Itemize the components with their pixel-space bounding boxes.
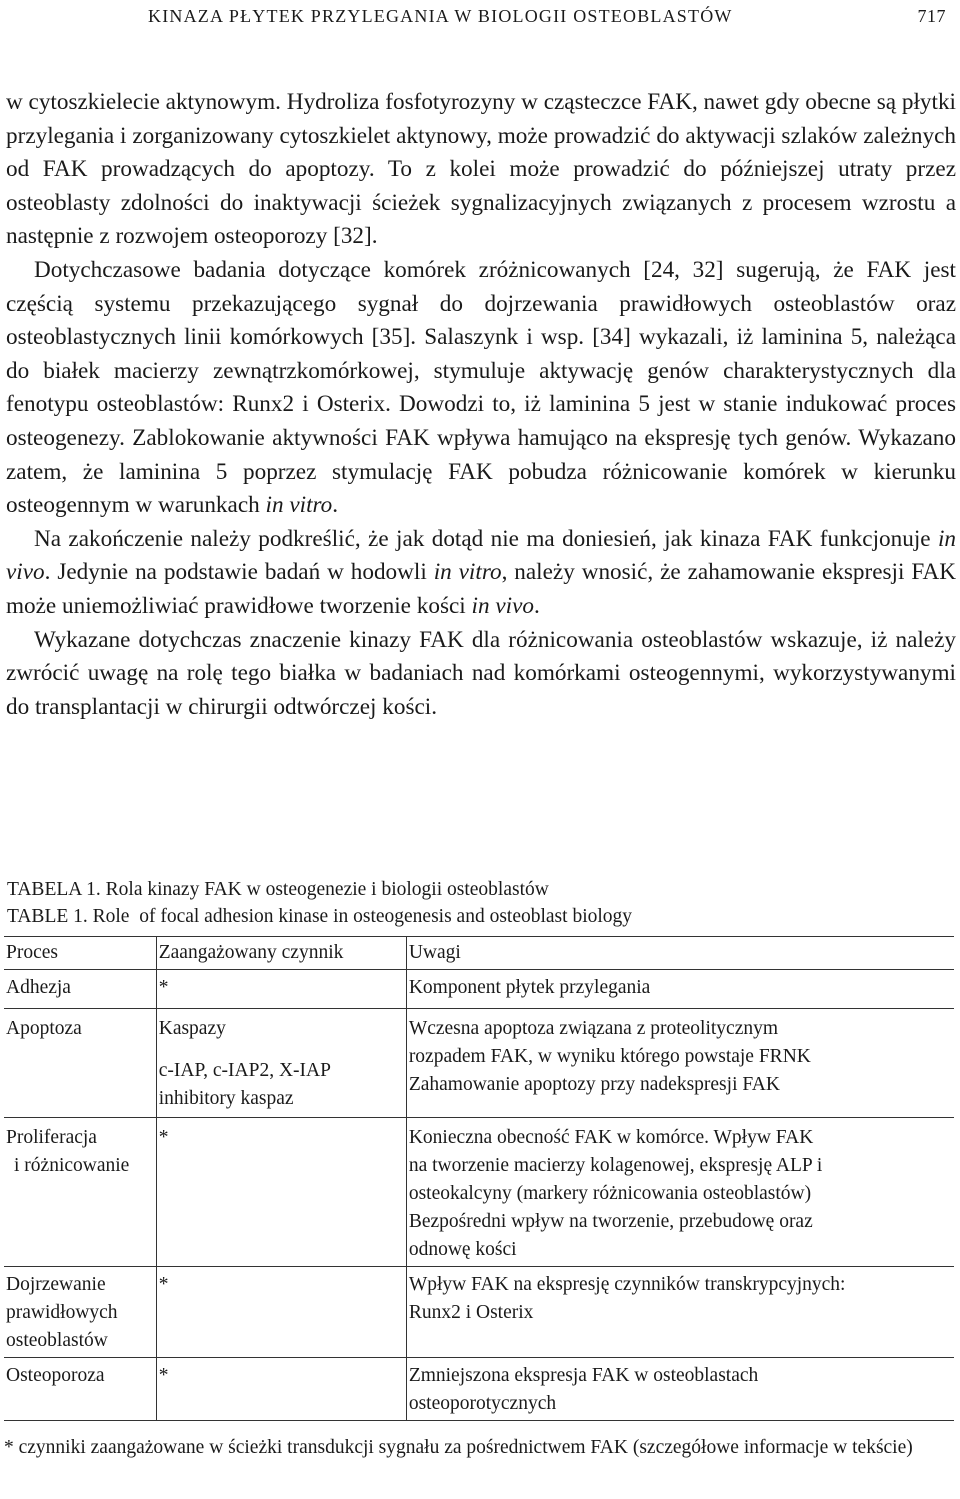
paragraph-3-italic-2: in vitro: [433, 559, 502, 586]
table-row: [4, 970, 954, 1009]
cell-line: osteokalcyny (markery różnicowania osteoblastów): [408, 1183, 812, 1204]
paragraph-3: [6, 523, 956, 624]
cell-proces: [4, 1118, 156, 1267]
paragraph-1: w cytoszkielecie aktynowym. Hydroliza fosfotyrozyny w cząsteczce FAK, nawet gdy obecne są płytki przylegania i zorganizowany cytoszkielet aktynowy, może prowadzić do aktywacji szlaków zależnych od FAK prowadzących do apoptozy. To z kolei może prowadzić do późniejszej utraty przez osteoblasty zdolności do inaktywacji ścieżek sygnalizacyjnych związanych z procesem wzrostu a następnie z rozwojem osteoporozy [32].: [6, 89, 956, 250]
paragraph-2-end: .: [332, 492, 339, 519]
cell-line: Proliferacja: [6, 1127, 97, 1148]
cell-line: Zahamowanie apoptozy przy nadekspresji FAK: [408, 1074, 780, 1095]
cell-line: Zmniejszona ekspresja FAK w osteoblastach: [408, 1365, 759, 1386]
cell-line: c-IAP, c-IAP2, X-IAP: [158, 1060, 331, 1081]
cell-line: [6, 1152, 156, 1180]
cell-uwagi: [406, 1009, 954, 1118]
cell-uwagi: [406, 1267, 954, 1358]
paragraph-3-d: .: [533, 592, 540, 619]
table-row: [4, 1267, 954, 1358]
cell-line: Konieczna obecność FAK w komórce. Wpływ FAK: [408, 1127, 814, 1148]
paragraph-3-italic-1: in vivo: [6, 525, 956, 586]
cell-proces: Apoptoza: [4, 1009, 156, 1118]
cell-czynnik: *: [156, 1358, 406, 1421]
cell-line: inhibitory kaspaz: [158, 1088, 294, 1109]
table-row: [4, 1358, 954, 1421]
paragraph-4: Wykazane dotychczas znaczenie kinazy FAK dla różnicowania osteoblastów wskazuje, iż należy zwrócić uwagę na rolę tego białka w badaniach nad komórkami osteogennymi, wykorzystywanymi do transplantacji w chirurgii odtwórczej kości.: [6, 626, 956, 720]
table-fak-roles: [4, 936, 954, 1421]
running-header: [0, 2, 960, 32]
running-title: KINAZA PŁYTEK PRZYLEGANIA W BIOLOGII OSTEOBLASTÓW: [148, 6, 733, 26]
table-caption-en: TABLE 1. Role of focal adhesion kinase in osteogenesis and osteoblast biology: [7, 906, 633, 927]
cell-czynnik: *: [156, 970, 406, 1009]
paragraph-2: [6, 254, 956, 523]
cell-line: rozpadem FAK, w wyniku którego powstaje FRNK: [408, 1046, 811, 1067]
body-text: [6, 86, 956, 724]
paragraph-3-b: . Jedynie na podstawie badań w hodowli: [44, 559, 427, 586]
cell-czynnik: *: [156, 1118, 406, 1267]
cell-czynnik: [156, 1009, 406, 1118]
table-footnote: * czynniki zaangażowane w ścieżki transdukcji sygnału za pośrednictwem FAK (szczegółowe informacje w tekście): [4, 1437, 913, 1458]
cell-line: odnowę kości: [408, 1239, 517, 1260]
cell-line: Kaspazy: [158, 1018, 226, 1039]
paragraph-3-a: Na zakończenie należy podkreślić, że jak dotąd nie ma doniesień, jak kinaza FAK funkcjonuje: [34, 525, 931, 552]
page-number: 717: [917, 6, 946, 26]
cell-line: osteoporotycznych: [408, 1393, 557, 1414]
table-captions: [7, 876, 947, 930]
header-proces: Proces: [4, 937, 156, 970]
cell-line: prawidłowych: [6, 1302, 118, 1323]
cell-line: Runx2 i Osterix: [408, 1302, 534, 1323]
table-row: [4, 1009, 954, 1118]
paragraph-3-italic-3: in vivo: [471, 592, 534, 619]
header-czynnik: Zaangażowany czynnik: [156, 937, 406, 970]
cell-czynnik: *: [156, 1267, 406, 1358]
cell-line: Dojrzewanie: [6, 1274, 106, 1295]
table-header-row: [4, 937, 954, 970]
table-row: [4, 1118, 954, 1267]
cell-proces: Osteoporoza: [4, 1358, 156, 1421]
cell-proces: Adhezja: [4, 970, 156, 1009]
cell-line: Wczesna apoptoza związana z proteolitycznym: [408, 1018, 779, 1039]
cell-proces: [4, 1267, 156, 1358]
table-caption-pl: TABELA 1. Rola kinazy FAK w osteogenezie i biologii osteoblastów: [7, 879, 549, 900]
cell-line: Wpływ FAK na ekspresję czynników transkrypcyjnych:: [408, 1274, 846, 1295]
cell-line: Bezpośredni wpływ na tworzenie, przebudowę oraz: [408, 1211, 813, 1232]
cell-uwagi: Komponent płytek przylegania: [406, 970, 954, 1009]
paragraph-2-italic: in vitro: [265, 492, 333, 519]
cell-line: osteoblastów: [6, 1330, 108, 1351]
cell-line: na tworzenie macierzy kolagenowej, ekspresję ALP i: [408, 1155, 823, 1176]
paragraph-2-text: Dotychczasowe badania dotyczące komórek zróżnicowanych [24, 32] sugerują, że FAK jest częścią systemu przekazującego sygnał do dojrzewania prawidłowych osteoblastów oraz osteoblastycznych linii komórkowych [35]. Salaszynk i wsp. [34] wykazali, iż laminina 5, należąca do białek macierzy zewnątrzkomórkowej, stymuluje aktywację genów charakterystycznych dla fenotypu osteoblastów: Runx2 i Osterix. Dowodzi to, iż laminina 5 jest w stanie indukować proces osteogenezy. Zablokowanie aktywności FAK wpływa hamująco na ekspresję tych genów. Wykazano zatem, że laminina 5 poprzez stymulację FAK pobudza różnicowanie komórek w kierunku osteogennym w warunkach: [6, 256, 956, 519]
cell-uwagi: [406, 1118, 954, 1267]
paragraph-3-c: , należy wnosić, że zahamowanie ekspresji FAK może uniemożliwiać prawidłowe tworzenie kości: [6, 559, 956, 619]
header-uwagi: Uwagi: [406, 937, 954, 970]
cell-uwagi: [406, 1358, 954, 1421]
cell-line-text: i różnicowanie: [14, 1155, 130, 1176]
